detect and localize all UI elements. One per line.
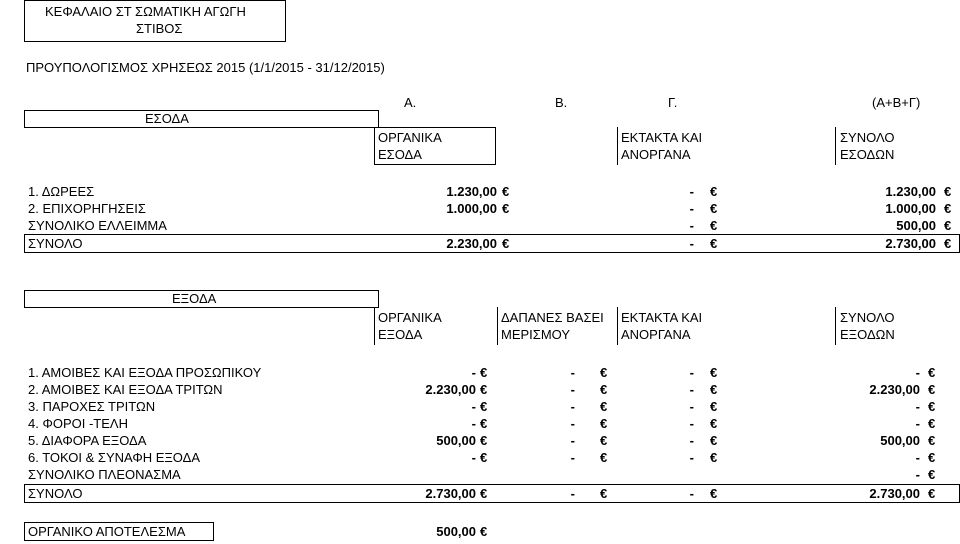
expenses-total-apport: -	[570, 486, 575, 501]
expense-row-apport: -	[570, 416, 575, 431]
euro-symbol: €	[480, 365, 488, 380]
euro-symbol: €	[928, 433, 936, 448]
expense-row-organic: 2.230,00	[425, 382, 476, 397]
euro-symbol: €	[480, 524, 488, 539]
expenses-apport-header-2: ΜΕΡΙΣΜΟΥ	[501, 327, 571, 342]
income-total-total: 2.730,00	[885, 236, 936, 251]
income-extra-header-box	[617, 127, 619, 165]
euro-symbol: €	[928, 416, 936, 431]
expense-row-apport: -	[570, 433, 575, 448]
col-letter-a: Α.	[404, 95, 417, 110]
euro-symbol: €	[944, 218, 952, 233]
euro-symbol: €	[710, 433, 718, 448]
expense-row-label: 2. ΑΜΟΙΒΕΣ ΚΑΙ ΕΞΟΔΑ ΤΡΙΤΩΝ	[28, 382, 223, 397]
income-title-box	[24, 110, 379, 128]
expenses-title: ΕΞΟΔΑ	[172, 291, 217, 306]
expense-row-organic: -	[471, 399, 476, 414]
euro-symbol: €	[480, 382, 488, 397]
euro-symbol: €	[710, 201, 718, 216]
expense-row-total: -	[915, 365, 920, 380]
expense-row-organic: -	[471, 365, 476, 380]
income-row-label: ΣΥΝΟΛΙΚΟ ΕΛΛΕΙΜΜΑ	[28, 218, 167, 233]
expenses-total-label: ΣΥΝΟΛΟ	[28, 486, 83, 501]
expense-row-total: 500,00	[880, 433, 920, 448]
euro-symbol: €	[710, 365, 718, 380]
expenses-total-extra: -	[689, 486, 694, 501]
income-total-organic: 2.230,00	[446, 236, 497, 251]
expense-row-extra: -	[689, 399, 694, 414]
income-total-header-1: ΣΥΝΟΛΟ	[840, 130, 895, 145]
expenses-extra-header-2: ΑΝΟΡΓΑΝΑ	[621, 327, 691, 342]
expense-row-label: 6. ΤΟΚΟΙ & ΣΥΝΑΦΗ ΕΞΟΔΑ	[28, 450, 201, 465]
euro-symbol: €	[710, 450, 718, 465]
income-total-label: ΣΥΝΟΛΟ	[28, 236, 83, 251]
euro-symbol: €	[502, 184, 510, 199]
euro-symbol: €	[600, 433, 608, 448]
expenses-organic-header-2: ΕΞΟΔΑ	[378, 327, 423, 342]
income-total-extra: -	[689, 236, 694, 251]
euro-symbol: €	[600, 486, 608, 501]
income-row-organic: 1.230,00	[446, 184, 497, 199]
expenses-apport-header-1: ΔΑΠΑΝΕΣ ΒΑΣΕΙ	[501, 310, 604, 325]
result-label: ΟΡΓΑΝΙΚΟ ΑΠΟΤΕΛΕΣΜΑ	[28, 524, 186, 539]
expense-row-organic: -	[471, 450, 476, 465]
expense-row-total: -	[915, 399, 920, 414]
col-letter-b: Β.	[555, 95, 568, 110]
income-row-extra: -	[689, 184, 694, 199]
euro-symbol: €	[710, 486, 718, 501]
euro-symbol: €	[600, 399, 608, 414]
euro-symbol: €	[710, 236, 718, 251]
expense-row-apport: -	[570, 399, 575, 414]
expenses-extra-header-1: ΕΚΤΑΚΤΑ ΚΑΙ	[621, 310, 703, 325]
euro-symbol: €	[928, 382, 936, 397]
expense-row-extra: -	[689, 433, 694, 448]
income-row-total: 500,00	[896, 218, 936, 233]
expense-row-extra: -	[689, 450, 694, 465]
euro-symbol: €	[928, 365, 936, 380]
sport-title: ΣΤΙΒΟΣ	[136, 21, 183, 36]
income-total-header-box	[835, 127, 837, 165]
euro-symbol: €	[600, 450, 608, 465]
expense-row-label: 4. ΦΟΡΟΙ -ΤΕΛΗ	[28, 416, 128, 431]
income-row-label: 1. ΔΩΡΕΕΣ	[28, 184, 95, 199]
expense-row-apport: -	[570, 382, 575, 397]
euro-symbol: €	[480, 486, 488, 501]
expenses-total-header-2: ΕΞΟΔΩΝ	[840, 327, 895, 342]
expenses-total-header-box	[835, 307, 837, 345]
euro-symbol: €	[928, 467, 936, 482]
income-row-total: 1.230,00	[885, 184, 936, 199]
expense-row-organic: 500,00	[436, 433, 476, 448]
euro-symbol: €	[480, 433, 488, 448]
col-letter-c: Γ.	[668, 95, 678, 110]
expense-row-organic: -	[471, 416, 476, 431]
euro-symbol: €	[710, 399, 718, 414]
income-row-organic: 1.000,00	[446, 201, 497, 216]
income-title: ΕΣΟΔΑ	[145, 111, 189, 126]
euro-symbol: €	[928, 486, 936, 501]
expenses-total-total: 2.730,00	[869, 486, 920, 501]
expense-row-extra: -	[689, 416, 694, 431]
euro-symbol: €	[710, 218, 718, 233]
euro-symbol: €	[944, 184, 952, 199]
expense-row-total: -	[915, 467, 920, 482]
income-organic-header-1: ΟΡΓΑΝΙΚΑ	[378, 130, 442, 145]
expense-row-label: 3. ΠΑΡΟΧΕΣ ΤΡΙΤΩΝ	[28, 399, 156, 414]
euro-symbol: €	[480, 450, 488, 465]
income-extra-header-1: ΕΚΤΑΚΤΑ ΚΑΙ	[621, 130, 703, 145]
expense-row-label: ΣΥΝΟΛΙΚΟ ΠΛΕΟΝΑΣΜΑ	[28, 467, 181, 482]
income-row-extra: -	[689, 201, 694, 216]
expense-row-total: 2.230,00	[869, 382, 920, 397]
result-value: 500,00	[436, 524, 476, 539]
euro-symbol: €	[480, 416, 488, 431]
expense-row-label: 5. ΔΙΑΦΟΡΑ ΕΞΟΔΑ	[28, 433, 147, 448]
euro-symbol: €	[944, 236, 952, 251]
euro-symbol: €	[600, 416, 608, 431]
col-letter-total: (Α+Β+Γ)	[872, 95, 921, 110]
euro-symbol: €	[928, 450, 936, 465]
chapter-title: ΚΕΦΑΛΑΙΟ ΣΤ ΣΩΜΑΤΙΚΗ ΑΓΩΓΗ	[45, 4, 246, 19]
euro-symbol: €	[600, 382, 608, 397]
expense-row-total: -	[915, 450, 920, 465]
expense-row-extra: -	[689, 382, 694, 397]
income-row-total: 1.000,00	[885, 201, 936, 216]
euro-symbol: €	[710, 382, 718, 397]
budget-title: ΠΡΟΥΠΟΛΟΓΙΣΜΟΣ ΧΡΗΣΕΩΣ 2015 (1/1/2015 - 31/12/2015)	[26, 60, 385, 75]
expenses-extra-header-box	[617, 307, 619, 345]
expense-row-extra: -	[689, 365, 694, 380]
expenses-total-header-1: ΣΥΝΟΛΟ	[840, 310, 895, 325]
expense-row-label: 1. ΑΜΟΙΒΕΣ ΚΑΙ ΕΞΟΔΑ ΠΡΟΣΩΠΙΚΟΥ	[28, 365, 262, 380]
euro-symbol: €	[710, 184, 718, 199]
expenses-organic-header-1: ΟΡΓΑΝΙΚΑ	[378, 310, 442, 325]
euro-symbol: €	[480, 399, 488, 414]
income-extra-header-2: ΑΝΟΡΓΑΝΑ	[621, 147, 691, 162]
euro-symbol: €	[944, 201, 952, 216]
expenses-total-organic: 2.730,00	[425, 486, 476, 501]
expense-row-apport: -	[570, 450, 575, 465]
euro-symbol: €	[502, 236, 510, 251]
euro-symbol: €	[928, 399, 936, 414]
income-row-label: 2. ΕΠΙΧΟΡΗΓΗΣΕΙΣ	[28, 201, 146, 216]
expenses-apport-header-box	[497, 307, 499, 345]
euro-symbol: €	[600, 365, 608, 380]
expense-row-apport: -	[570, 365, 575, 380]
income-organic-header-2: ΕΣΟΔΑ	[378, 147, 422, 162]
euro-symbol: €	[710, 416, 718, 431]
expense-row-total: -	[915, 416, 920, 431]
income-total-header-2: ΕΣΟΔΩΝ	[840, 147, 895, 162]
income-row-extra: -	[689, 218, 694, 233]
euro-symbol: €	[502, 201, 510, 216]
expenses-total-box	[24, 484, 960, 503]
expenses-organic-header-box	[374, 307, 376, 345]
